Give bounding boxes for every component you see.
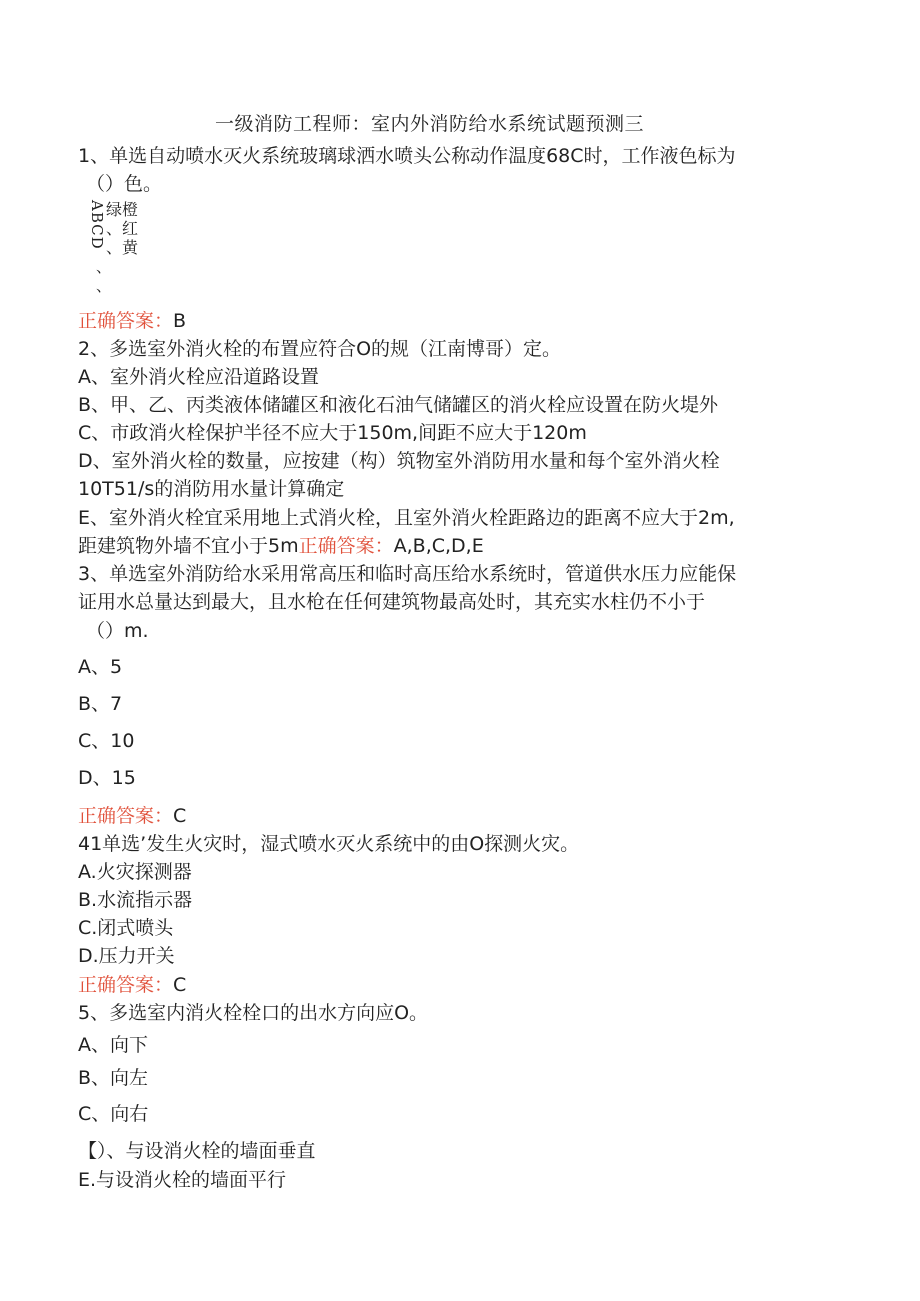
answer-value: B <box>173 310 187 332</box>
answer-label: 正确答案： <box>78 974 174 996</box>
q1-option-letters: ABCD <box>88 200 106 250</box>
q5-option-a: A、向下 <box>78 1034 148 1056</box>
q3-answer <box>78 803 186 829</box>
q5-stem: 5、多选室内消火栓栓口的出水方向应O。 <box>78 1002 429 1024</box>
q2-option-e-line2 <box>78 533 484 559</box>
q2-option-b: B、甲、乙、丙类液体储罐区和液化石油气储罐区的消火栓应设置在防火堤外 <box>78 394 719 416</box>
q2-option-a: A、室外消火栓应沿道路设置 <box>78 366 319 388</box>
q1-options <box>106 200 138 257</box>
q4-option-d: D.压力开关 <box>78 945 175 967</box>
q4-option-a: A.火灾探测器 <box>78 861 192 883</box>
q3-stem-line2: 证用水总量达到最大，且水枪在任何建筑物最高处时，其充实水柱仍不小于 <box>78 591 706 613</box>
q2-option-d-line2: 10T51∕s的消防用水量计算确定 <box>78 478 345 500</box>
q5-option-e: E.与设消火栓的墙面平行 <box>78 1169 287 1191</box>
answer-label: 正确答案： <box>78 310 174 332</box>
q1-stem-line2: （）色。 <box>86 173 163 195</box>
q2-option-e-line1: E、室外消火栓宜采用地上式消火栓，且室外消火栓距路边的距离不应大于2m, <box>78 507 735 529</box>
q3-stem-line1: 3、单选室外消防给水采用常高压和临时高压给水系统时，管道供水压力应能保 <box>78 563 737 585</box>
answer-value: C <box>173 805 187 827</box>
answer-label: 正确答案： <box>298 535 394 557</box>
q5-option-b: B、向左 <box>78 1067 149 1089</box>
q1-option-2: 、红 <box>106 219 139 238</box>
q1-option-1: 绿橙 <box>106 200 139 219</box>
page-title: 一级消防工程师：室内外消防给水系统试题预测三 <box>215 113 645 135</box>
q4-answer <box>78 972 186 998</box>
q1-extra-marks <box>96 258 111 296</box>
q1-answer <box>78 308 186 334</box>
q5-option-c: C、向右 <box>78 1103 149 1125</box>
q1-mark-2: 、 <box>96 277 112 295</box>
q4-stem: 41单选’发生火灾时，湿式喷水灭火系统中的由O探测火灾。 <box>78 833 580 855</box>
q1-option-3: 、黄 <box>106 238 139 257</box>
q1-stem-line1: 1、单选自动喷水灭火系统玻璃球洒水喷头公称动作温度68C时，工作液色标为 <box>78 145 736 167</box>
q3-option-b: B、7 <box>78 693 123 715</box>
q1-mark-1: 、 <box>96 258 112 276</box>
q4-option-c: C.闭式喷头 <box>78 917 174 939</box>
answer-label: 正确答案： <box>78 805 174 827</box>
answer-value: A,B,C,D,E <box>393 535 484 557</box>
q3-option-d: D、15 <box>78 767 136 789</box>
q3-stem-line3: （）m. <box>86 620 149 642</box>
q4-option-b: B.水流指示器 <box>78 889 193 911</box>
answer-value: C <box>173 974 187 996</box>
q3-option-a: A、5 <box>78 656 123 678</box>
q2-option-d-line1: D、室外消火栓的数量，应按建（构）筑物室外消防用水量和每个室外消火栓 <box>78 450 720 472</box>
q3-option-c: C、10 <box>78 730 135 752</box>
q2-option-c: C、市政消火栓保护半径不应大于150m,间距不应大于120m <box>78 422 587 444</box>
q2-stem: 2、多选室外消火栓的布置应符合O的规（江南博哥）定。 <box>78 338 562 360</box>
q2-option-e-text: 距建筑物外墙不宜小于5m <box>78 535 299 557</box>
q5-option-d: 【）、与设消火栓的墙面垂直 <box>78 1140 316 1162</box>
